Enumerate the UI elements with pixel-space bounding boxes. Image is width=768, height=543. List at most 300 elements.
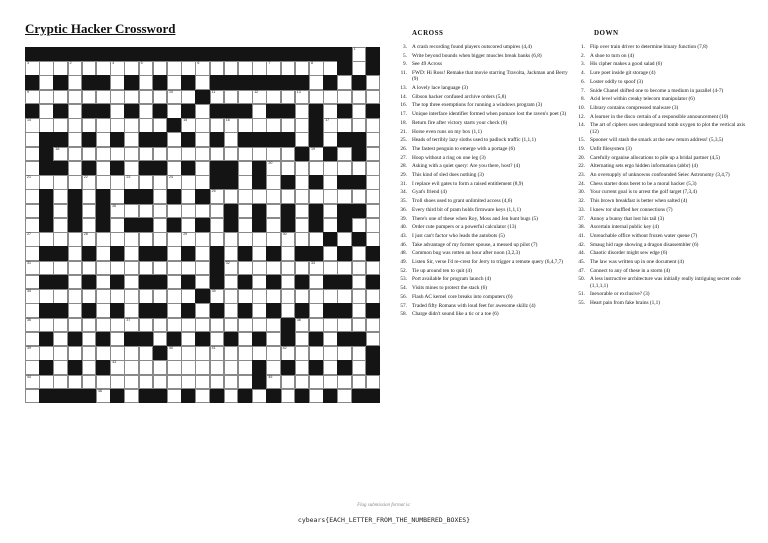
grid-cell-white[interactable] (266, 161, 281, 176)
grid-cell-white[interactable] (153, 332, 168, 347)
grid-cell-white[interactable] (110, 261, 125, 276)
grid-cell-white[interactable] (139, 232, 154, 247)
grid-cell-white[interactable] (195, 232, 210, 247)
grid-cell-white[interactable] (281, 261, 296, 276)
grid-cell-white[interactable] (167, 104, 182, 119)
grid-cell-white[interactable] (295, 90, 310, 105)
grid-cell-white[interactable] (25, 161, 40, 176)
grid-cell-white[interactable] (366, 75, 381, 90)
grid-cell-white[interactable] (167, 375, 182, 390)
grid-cell-white[interactable] (309, 90, 324, 105)
grid-cell-white[interactable] (309, 346, 324, 361)
grid-cell-white[interactable] (39, 375, 54, 390)
grid-cell-white[interactable] (181, 147, 196, 162)
grid-cell-white[interactable] (110, 289, 125, 304)
grid-cell-white[interactable] (252, 104, 267, 119)
grid-cell-white[interactable] (124, 232, 139, 247)
grid-cell-white[interactable] (68, 246, 83, 261)
grid-cell-white[interactable] (153, 118, 168, 133)
grid-cell-white[interactable] (252, 261, 267, 276)
grid-cell-white[interactable] (139, 204, 154, 219)
grid-cell-white[interactable] (96, 318, 111, 333)
grid-cell-white[interactable] (25, 332, 40, 347)
grid-cell-white[interactable] (323, 61, 338, 76)
grid-cell-white[interactable] (167, 389, 182, 404)
grid-cell-white[interactable] (167, 90, 182, 105)
grid-cell-white[interactable] (366, 375, 381, 390)
grid-cell-white[interactable] (252, 118, 267, 133)
grid-cell-white[interactable] (96, 175, 111, 190)
grid-cell-white[interactable] (124, 275, 139, 290)
grid-cell-white[interactable] (238, 332, 253, 347)
grid-cell-white[interactable] (139, 75, 154, 90)
grid-cell-white[interactable] (53, 261, 68, 276)
grid-cell-white[interactable] (309, 261, 324, 276)
grid-cell-white[interactable] (352, 118, 367, 133)
grid-cell-white[interactable] (337, 346, 352, 361)
grid-cell-white[interactable] (210, 147, 225, 162)
grid-cell-white[interactable] (309, 318, 324, 333)
grid-cell-white[interactable] (139, 318, 154, 333)
grid-cell-white[interactable] (224, 232, 239, 247)
grid-cell-white[interactable] (139, 346, 154, 361)
grid-cell-white[interactable] (252, 189, 267, 204)
grid-cell-white[interactable] (153, 289, 168, 304)
grid-cell-white[interactable] (252, 346, 267, 361)
grid-cell-white[interactable] (139, 90, 154, 105)
grid-cell-white[interactable] (352, 261, 367, 276)
grid-cell-white[interactable] (323, 332, 338, 347)
grid-cell-white[interactable] (153, 90, 168, 105)
grid-cell-white[interactable] (337, 232, 352, 247)
grid-cell-white[interactable] (238, 147, 253, 162)
grid-cell-white[interactable] (68, 90, 83, 105)
grid-cell-white[interactable] (323, 104, 338, 119)
grid-cell-white[interactable] (323, 118, 338, 133)
grid-cell-white[interactable] (96, 346, 111, 361)
grid-cell-white[interactable] (252, 246, 267, 261)
grid-cell-white[interactable] (309, 303, 324, 318)
grid-cell-white[interactable] (323, 246, 338, 261)
grid-cell-white[interactable] (68, 147, 83, 162)
grid-cell-white[interactable] (82, 189, 97, 204)
grid-cell-white[interactable] (295, 118, 310, 133)
grid-cell-white[interactable] (266, 118, 281, 133)
grid-cell-white[interactable] (124, 289, 139, 304)
grid-cell-white[interactable] (366, 318, 381, 333)
grid-cell-white[interactable] (82, 218, 97, 233)
grid-cell-white[interactable] (337, 75, 352, 90)
grid-cell-white[interactable] (281, 61, 296, 76)
grid-cell-white[interactable] (281, 90, 296, 105)
grid-cell-white[interactable] (53, 232, 68, 247)
grid-cell-white[interactable] (82, 360, 97, 375)
grid-cell-white[interactable] (110, 61, 125, 76)
grid-cell-white[interactable] (53, 189, 68, 204)
grid-cell-white[interactable] (195, 275, 210, 290)
grid-cell-white[interactable] (210, 118, 225, 133)
grid-cell-white[interactable] (96, 61, 111, 76)
grid-cell-white[interactable] (68, 118, 83, 133)
grid-cell-white[interactable] (167, 204, 182, 219)
grid-cell-white[interactable] (281, 289, 296, 304)
grid-cell-white[interactable] (153, 360, 168, 375)
grid-cell-white[interactable] (153, 189, 168, 204)
grid-cell-white[interactable] (281, 375, 296, 390)
grid-cell-white[interactable] (195, 261, 210, 276)
grid-cell-white[interactable] (82, 175, 97, 190)
grid-cell-white[interactable] (281, 147, 296, 162)
grid-cell-white[interactable] (195, 360, 210, 375)
grid-cell-white[interactable] (352, 189, 367, 204)
grid-cell-white[interactable] (295, 375, 310, 390)
grid-cell-white[interactable] (266, 204, 281, 219)
grid-cell-white[interactable] (96, 132, 111, 147)
grid-cell-white[interactable] (352, 318, 367, 333)
grid-cell-white[interactable] (352, 289, 367, 304)
grid-cell-white[interactable] (139, 360, 154, 375)
grid-cell-white[interactable] (337, 289, 352, 304)
grid-cell-white[interactable] (68, 61, 83, 76)
grid-cell-white[interactable] (352, 375, 367, 390)
grid-cell-white[interactable] (295, 61, 310, 76)
grid-cell-white[interactable] (167, 275, 182, 290)
grid-cell-white[interactable] (25, 175, 40, 190)
grid-cell-white[interactable] (224, 289, 239, 304)
grid-cell-white[interactable] (295, 346, 310, 361)
grid-cell-white[interactable] (238, 218, 253, 233)
grid-cell-white[interactable] (224, 389, 239, 404)
grid-cell-white[interactable] (295, 360, 310, 375)
grid-cell-white[interactable] (295, 332, 310, 347)
grid-cell-white[interactable] (210, 289, 225, 304)
grid-cell-white[interactable] (25, 118, 40, 133)
grid-cell-white[interactable] (238, 346, 253, 361)
grid-cell-white[interactable] (323, 204, 338, 219)
grid-cell-white[interactable] (181, 218, 196, 233)
grid-cell-white[interactable] (224, 246, 239, 261)
grid-cell-white[interactable] (110, 346, 125, 361)
grid-cell-white[interactable] (238, 189, 253, 204)
grid-cell-white[interactable] (153, 375, 168, 390)
grid-cell-white[interactable] (224, 303, 239, 318)
grid-cell-white[interactable] (181, 375, 196, 390)
grid-cell-white[interactable] (295, 289, 310, 304)
grid-cell-white[interactable] (337, 161, 352, 176)
grid-cell-white[interactable] (25, 289, 40, 304)
grid-cell-white[interactable] (68, 104, 83, 119)
grid-cell-white[interactable] (82, 61, 97, 76)
grid-cell-white[interactable] (224, 360, 239, 375)
grid-cell-white[interactable] (181, 90, 196, 105)
grid-cell-white[interactable] (139, 104, 154, 119)
grid-cell-white[interactable] (181, 204, 196, 219)
grid-cell-white[interactable] (153, 147, 168, 162)
grid-cell-white[interactable] (68, 346, 83, 361)
grid-cell-white[interactable] (238, 232, 253, 247)
grid-cell-white[interactable] (352, 161, 367, 176)
grid-cell-white[interactable] (68, 261, 83, 276)
grid-cell-white[interactable] (82, 147, 97, 162)
grid-cell-white[interactable] (281, 161, 296, 176)
grid-cell-white[interactable] (195, 104, 210, 119)
grid-cell-white[interactable] (25, 61, 40, 76)
grid-cell-white[interactable] (309, 189, 324, 204)
grid-cell-white[interactable] (337, 261, 352, 276)
grid-cell-white[interactable] (53, 204, 68, 219)
grid-cell-white[interactable] (224, 375, 239, 390)
grid-cell-white[interactable] (68, 375, 83, 390)
grid-cell-white[interactable] (295, 161, 310, 176)
grid-cell-white[interactable] (39, 75, 54, 90)
grid-cell-white[interactable] (281, 232, 296, 247)
grid-cell-white[interactable] (181, 346, 196, 361)
grid-cell-white[interactable] (124, 303, 139, 318)
grid-cell-white[interactable] (195, 375, 210, 390)
grid-cell-white[interactable] (252, 90, 267, 105)
grid-cell-white[interactable] (153, 204, 168, 219)
grid-cell-white[interactable] (39, 104, 54, 119)
grid-cell-white[interactable] (366, 189, 381, 204)
grid-cell-white[interactable] (366, 232, 381, 247)
grid-cell-white[interactable] (96, 389, 111, 404)
grid-cell-white[interactable] (352, 218, 367, 233)
grid-cell-white[interactable] (323, 318, 338, 333)
grid-cell-white[interactable] (53, 218, 68, 233)
grid-cell-white[interactable] (352, 246, 367, 261)
grid-cell-white[interactable] (53, 318, 68, 333)
grid-cell-white[interactable] (266, 375, 281, 390)
grid-cell-white[interactable] (82, 375, 97, 390)
grid-cell-white[interactable] (295, 261, 310, 276)
grid-cell-white[interactable] (53, 147, 68, 162)
grid-cell-white[interactable] (309, 389, 324, 404)
grid-cell-white[interactable] (366, 204, 381, 219)
grid-cell-white[interactable] (25, 275, 40, 290)
grid-cell-white[interactable] (266, 346, 281, 361)
grid-cell-white[interactable] (337, 90, 352, 105)
grid-cell-white[interactable] (337, 375, 352, 390)
grid-cell-white[interactable] (68, 275, 83, 290)
grid-cell-white[interactable] (195, 389, 210, 404)
grid-cell-white[interactable] (110, 90, 125, 105)
grid-cell-white[interactable] (295, 189, 310, 204)
grid-cell-white[interactable] (210, 318, 225, 333)
grid-cell-white[interactable] (210, 204, 225, 219)
grid-cell-white[interactable] (266, 147, 281, 162)
grid-cell-white[interactable] (266, 289, 281, 304)
grid-cell-white[interactable] (252, 147, 267, 162)
grid-cell-white[interactable] (352, 90, 367, 105)
grid-cell-white[interactable] (167, 360, 182, 375)
grid-cell-white[interactable] (238, 375, 253, 390)
grid-cell-white[interactable] (238, 204, 253, 219)
grid-cell-white[interactable] (139, 118, 154, 133)
grid-cell-white[interactable] (366, 175, 381, 190)
grid-cell-white[interactable] (323, 161, 338, 176)
grid-cell-white[interactable] (266, 261, 281, 276)
grid-cell-white[interactable] (25, 132, 40, 147)
grid-cell-white[interactable] (110, 204, 125, 219)
grid-cell-white[interactable] (124, 261, 139, 276)
grid-cell-white[interactable] (252, 61, 267, 76)
grid-cell-white[interactable] (252, 318, 267, 333)
grid-cell-white[interactable] (195, 303, 210, 318)
grid-cell-white[interactable] (39, 346, 54, 361)
grid-cell-white[interactable] (352, 61, 367, 76)
grid-cell-white[interactable] (181, 175, 196, 190)
grid-cell-white[interactable] (309, 232, 324, 247)
grid-cell-white[interactable] (252, 303, 267, 318)
grid-cell-white[interactable] (25, 303, 40, 318)
grid-cell-white[interactable] (323, 189, 338, 204)
grid-cell-white[interactable] (167, 175, 182, 190)
grid-cell-white[interactable] (181, 61, 196, 76)
grid-cell-white[interactable] (366, 261, 381, 276)
grid-cell-white[interactable] (82, 118, 97, 133)
grid-cell-white[interactable] (309, 289, 324, 304)
grid-cell-white[interactable] (266, 332, 281, 347)
grid-cell-white[interactable] (210, 61, 225, 76)
grid-cell-white[interactable] (124, 360, 139, 375)
grid-cell-white[interactable] (53, 346, 68, 361)
grid-cell-white[interactable] (110, 318, 125, 333)
grid-cell-white[interactable] (82, 261, 97, 276)
grid-cell-white[interactable] (309, 61, 324, 76)
grid-cell-white[interactable] (167, 232, 182, 247)
grid-cell-white[interactable] (25, 318, 40, 333)
grid-cell-white[interactable] (53, 118, 68, 133)
grid-cell-white[interactable] (25, 204, 40, 219)
grid-cell-white[interactable] (323, 261, 338, 276)
grid-cell-white[interactable] (96, 289, 111, 304)
grid-cell-white[interactable] (352, 360, 367, 375)
grid-cell-white[interactable] (266, 232, 281, 247)
grid-cell-white[interactable] (238, 161, 253, 176)
grid-cell-white[interactable] (53, 90, 68, 105)
grid-cell-white[interactable] (366, 218, 381, 233)
grid-cell-white[interactable] (181, 118, 196, 133)
grid-cell-white[interactable] (96, 246, 111, 261)
grid-cell-white[interactable] (181, 360, 196, 375)
grid-cell-white[interactable] (323, 218, 338, 233)
grid-cell-white[interactable] (124, 318, 139, 333)
grid-cell-white[interactable] (25, 232, 40, 247)
grid-cell-white[interactable] (195, 161, 210, 176)
grid-cell-white[interactable] (224, 346, 239, 361)
grid-cell-white[interactable] (281, 118, 296, 133)
grid-cell-white[interactable] (110, 375, 125, 390)
grid-cell-white[interactable] (96, 90, 111, 105)
grid-cell-white[interactable] (68, 232, 83, 247)
grid-cell-white[interactable] (167, 289, 182, 304)
grid-cell-white[interactable] (124, 118, 139, 133)
grid-cell-white[interactable] (224, 275, 239, 290)
grid-cell-white[interactable] (39, 232, 54, 247)
grid-cell-white[interactable] (181, 189, 196, 204)
grid-cell-white[interactable] (195, 147, 210, 162)
grid-cell-white[interactable] (323, 90, 338, 105)
grid-cell-white[interactable] (139, 147, 154, 162)
grid-cell-white[interactable] (124, 90, 139, 105)
grid-cell-white[interactable] (39, 175, 54, 190)
grid-cell-white[interactable] (352, 303, 367, 318)
grid-cell-white[interactable] (210, 90, 225, 105)
grid-cell-white[interactable] (295, 104, 310, 119)
grid-cell-white[interactable] (82, 332, 97, 347)
grid-cell-white[interactable] (195, 175, 210, 190)
grid-cell-white[interactable] (167, 61, 182, 76)
grid-cell-white[interactable] (352, 47, 367, 62)
grid-cell-white[interactable] (366, 90, 381, 105)
grid-cell-white[interactable] (266, 61, 281, 76)
grid-cell-white[interactable] (53, 175, 68, 190)
grid-cell-white[interactable] (96, 118, 111, 133)
grid-cell-white[interactable] (68, 318, 83, 333)
grid-cell-white[interactable] (124, 346, 139, 361)
grid-cell-white[interactable] (124, 389, 139, 404)
grid-cell-white[interactable] (224, 118, 239, 133)
grid-cell-white[interactable] (252, 289, 267, 304)
grid-cell-white[interactable] (25, 360, 40, 375)
grid-cell-white[interactable] (167, 246, 182, 261)
grid-cell-white[interactable] (167, 261, 182, 276)
grid-cell-white[interactable] (124, 246, 139, 261)
grid-cell-white[interactable] (153, 261, 168, 276)
grid-cell-white[interactable] (25, 246, 40, 261)
grid-cell-white[interactable] (337, 389, 352, 404)
grid-cell-white[interactable] (110, 175, 125, 190)
grid-cell-white[interactable] (210, 189, 225, 204)
grid-cell-white[interactable] (323, 289, 338, 304)
grid-cell-white[interactable] (181, 318, 196, 333)
grid-cell-white[interactable] (323, 175, 338, 190)
grid-cell-white[interactable] (309, 147, 324, 162)
grid-cell-white[interactable] (366, 289, 381, 304)
grid-cell-white[interactable] (309, 161, 324, 176)
grid-cell-white[interactable] (167, 318, 182, 333)
grid-cell-white[interactable] (167, 161, 182, 176)
grid-cell-white[interactable] (337, 118, 352, 133)
grid-cell-white[interactable] (252, 275, 267, 290)
grid-cell-white[interactable] (210, 218, 225, 233)
grid-cell-white[interactable] (238, 360, 253, 375)
grid-cell-white[interactable] (110, 147, 125, 162)
grid-cell-white[interactable] (124, 61, 139, 76)
grid-cell-white[interactable] (337, 147, 352, 162)
grid-cell-white[interactable] (309, 375, 324, 390)
grid-cell-white[interactable] (224, 132, 239, 147)
grid-cell-white[interactable] (238, 261, 253, 276)
grid-cell-white[interactable] (110, 360, 125, 375)
grid-cell-white[interactable] (181, 289, 196, 304)
grid-cell-white[interactable] (337, 318, 352, 333)
grid-cell-white[interactable] (295, 132, 310, 147)
grid-cell-white[interactable] (39, 61, 54, 76)
grid-cell-white[interactable] (210, 360, 225, 375)
grid-cell-white[interactable] (53, 289, 68, 304)
grid-cell-white[interactable] (266, 90, 281, 105)
grid-cell-white[interactable] (25, 389, 40, 404)
grid-cell-white[interactable] (139, 375, 154, 390)
grid-cell-white[interactable] (238, 175, 253, 190)
grid-cell-white[interactable] (124, 147, 139, 162)
grid-cell-white[interactable] (210, 232, 225, 247)
grid-cell-white[interactable] (124, 132, 139, 147)
grid-cell-white[interactable] (25, 346, 40, 361)
grid-cell-white[interactable] (39, 90, 54, 105)
grid-cell-white[interactable] (366, 118, 381, 133)
